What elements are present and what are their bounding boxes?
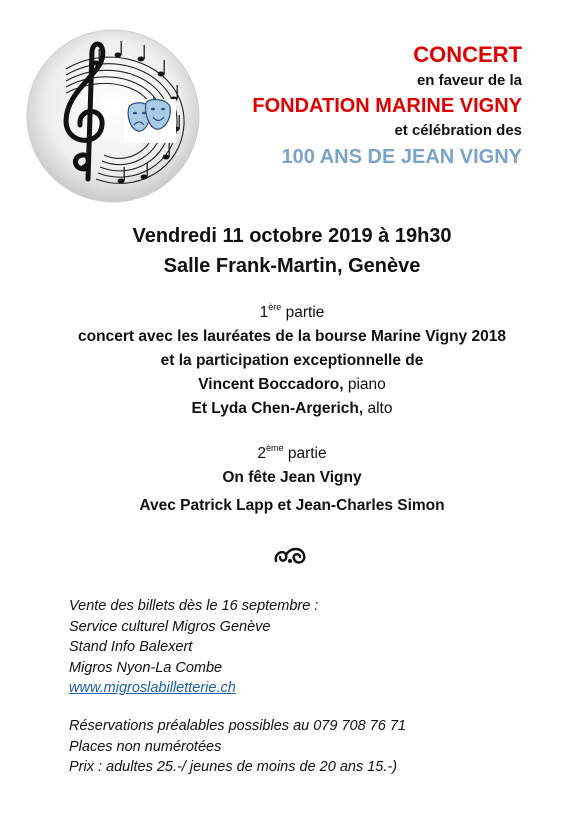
part-one-superscript: ère [268, 302, 282, 312]
part-one-heading [0, 301, 584, 325]
anniversary-title: 100 ANS DE JEAN VIGNY [281, 146, 522, 168]
concert-title: CONCERT [413, 42, 522, 67]
en-faveur-line: en faveur de la [416, 72, 522, 89]
part-two-word: partie [283, 445, 327, 462]
part-one-word: partie [281, 304, 325, 321]
ticket-outlet-2: Stand Info Balexert [69, 639, 193, 655]
price-info: Prix : adultes 25.-/ jeunes de moins de 20 ans 15.-) [69, 759, 398, 775]
reservation-phone: Réservations préalables possibles au 079 708 76 71 [69, 718, 406, 734]
part-two-section [0, 442, 584, 518]
foundation-name: FONDATION MARINE VIGNY [252, 95, 522, 117]
artist-two-instrument: alto [363, 400, 393, 417]
ticket-sale-start: Vente des billets dès le 16 septembre : [69, 598, 319, 614]
part-two-line2: Avec Patrick Lapp et Jean-Charles Simon [139, 497, 445, 514]
artist-one [0, 373, 584, 397]
part-two-heading [0, 442, 584, 466]
artist-two [0, 397, 584, 421]
part-one-number: 1 [259, 304, 269, 321]
artist-two-name: Et Lyda Chen-Argerich, [191, 400, 364, 417]
part-two-line1: On fête Jean Vigny [222, 469, 362, 486]
seating-info: Places non numérotées [69, 738, 222, 755]
part-one-line1: concert avec les lauréates de la bourse Marine Vigny 2018 [78, 328, 506, 345]
part-two-number: 2 [257, 445, 266, 462]
event-details [0, 221, 584, 281]
part-two-superscript: ème [266, 443, 284, 453]
ticket-outlet-1: Service culturel Migros Genève [69, 618, 271, 635]
reservation-info [69, 716, 406, 778]
ticketing-website-link[interactable]: www.migroslabilletterie.ch [69, 680, 236, 696]
event-date: Vendredi 11 octobre 2019 à 19h30 [132, 225, 452, 247]
music-masks-logo-icon [26, 29, 200, 203]
artist-one-instrument: piano [343, 376, 386, 393]
event-venue: Salle Frank-Martin, Genève [163, 255, 421, 277]
part-one-section [0, 301, 584, 421]
ticket-outlet-3: Migros Nyon-La Combe [69, 659, 223, 676]
fleuron-ornament-icon [272, 545, 308, 567]
concert-header [252, 40, 522, 172]
ticket-info [69, 596, 318, 699]
part-one-line2: et la participation exceptionnelle de [160, 352, 424, 369]
celebration-line: et célébration des [394, 122, 522, 139]
artist-one-name: Vincent Boccadoro, [198, 376, 344, 393]
